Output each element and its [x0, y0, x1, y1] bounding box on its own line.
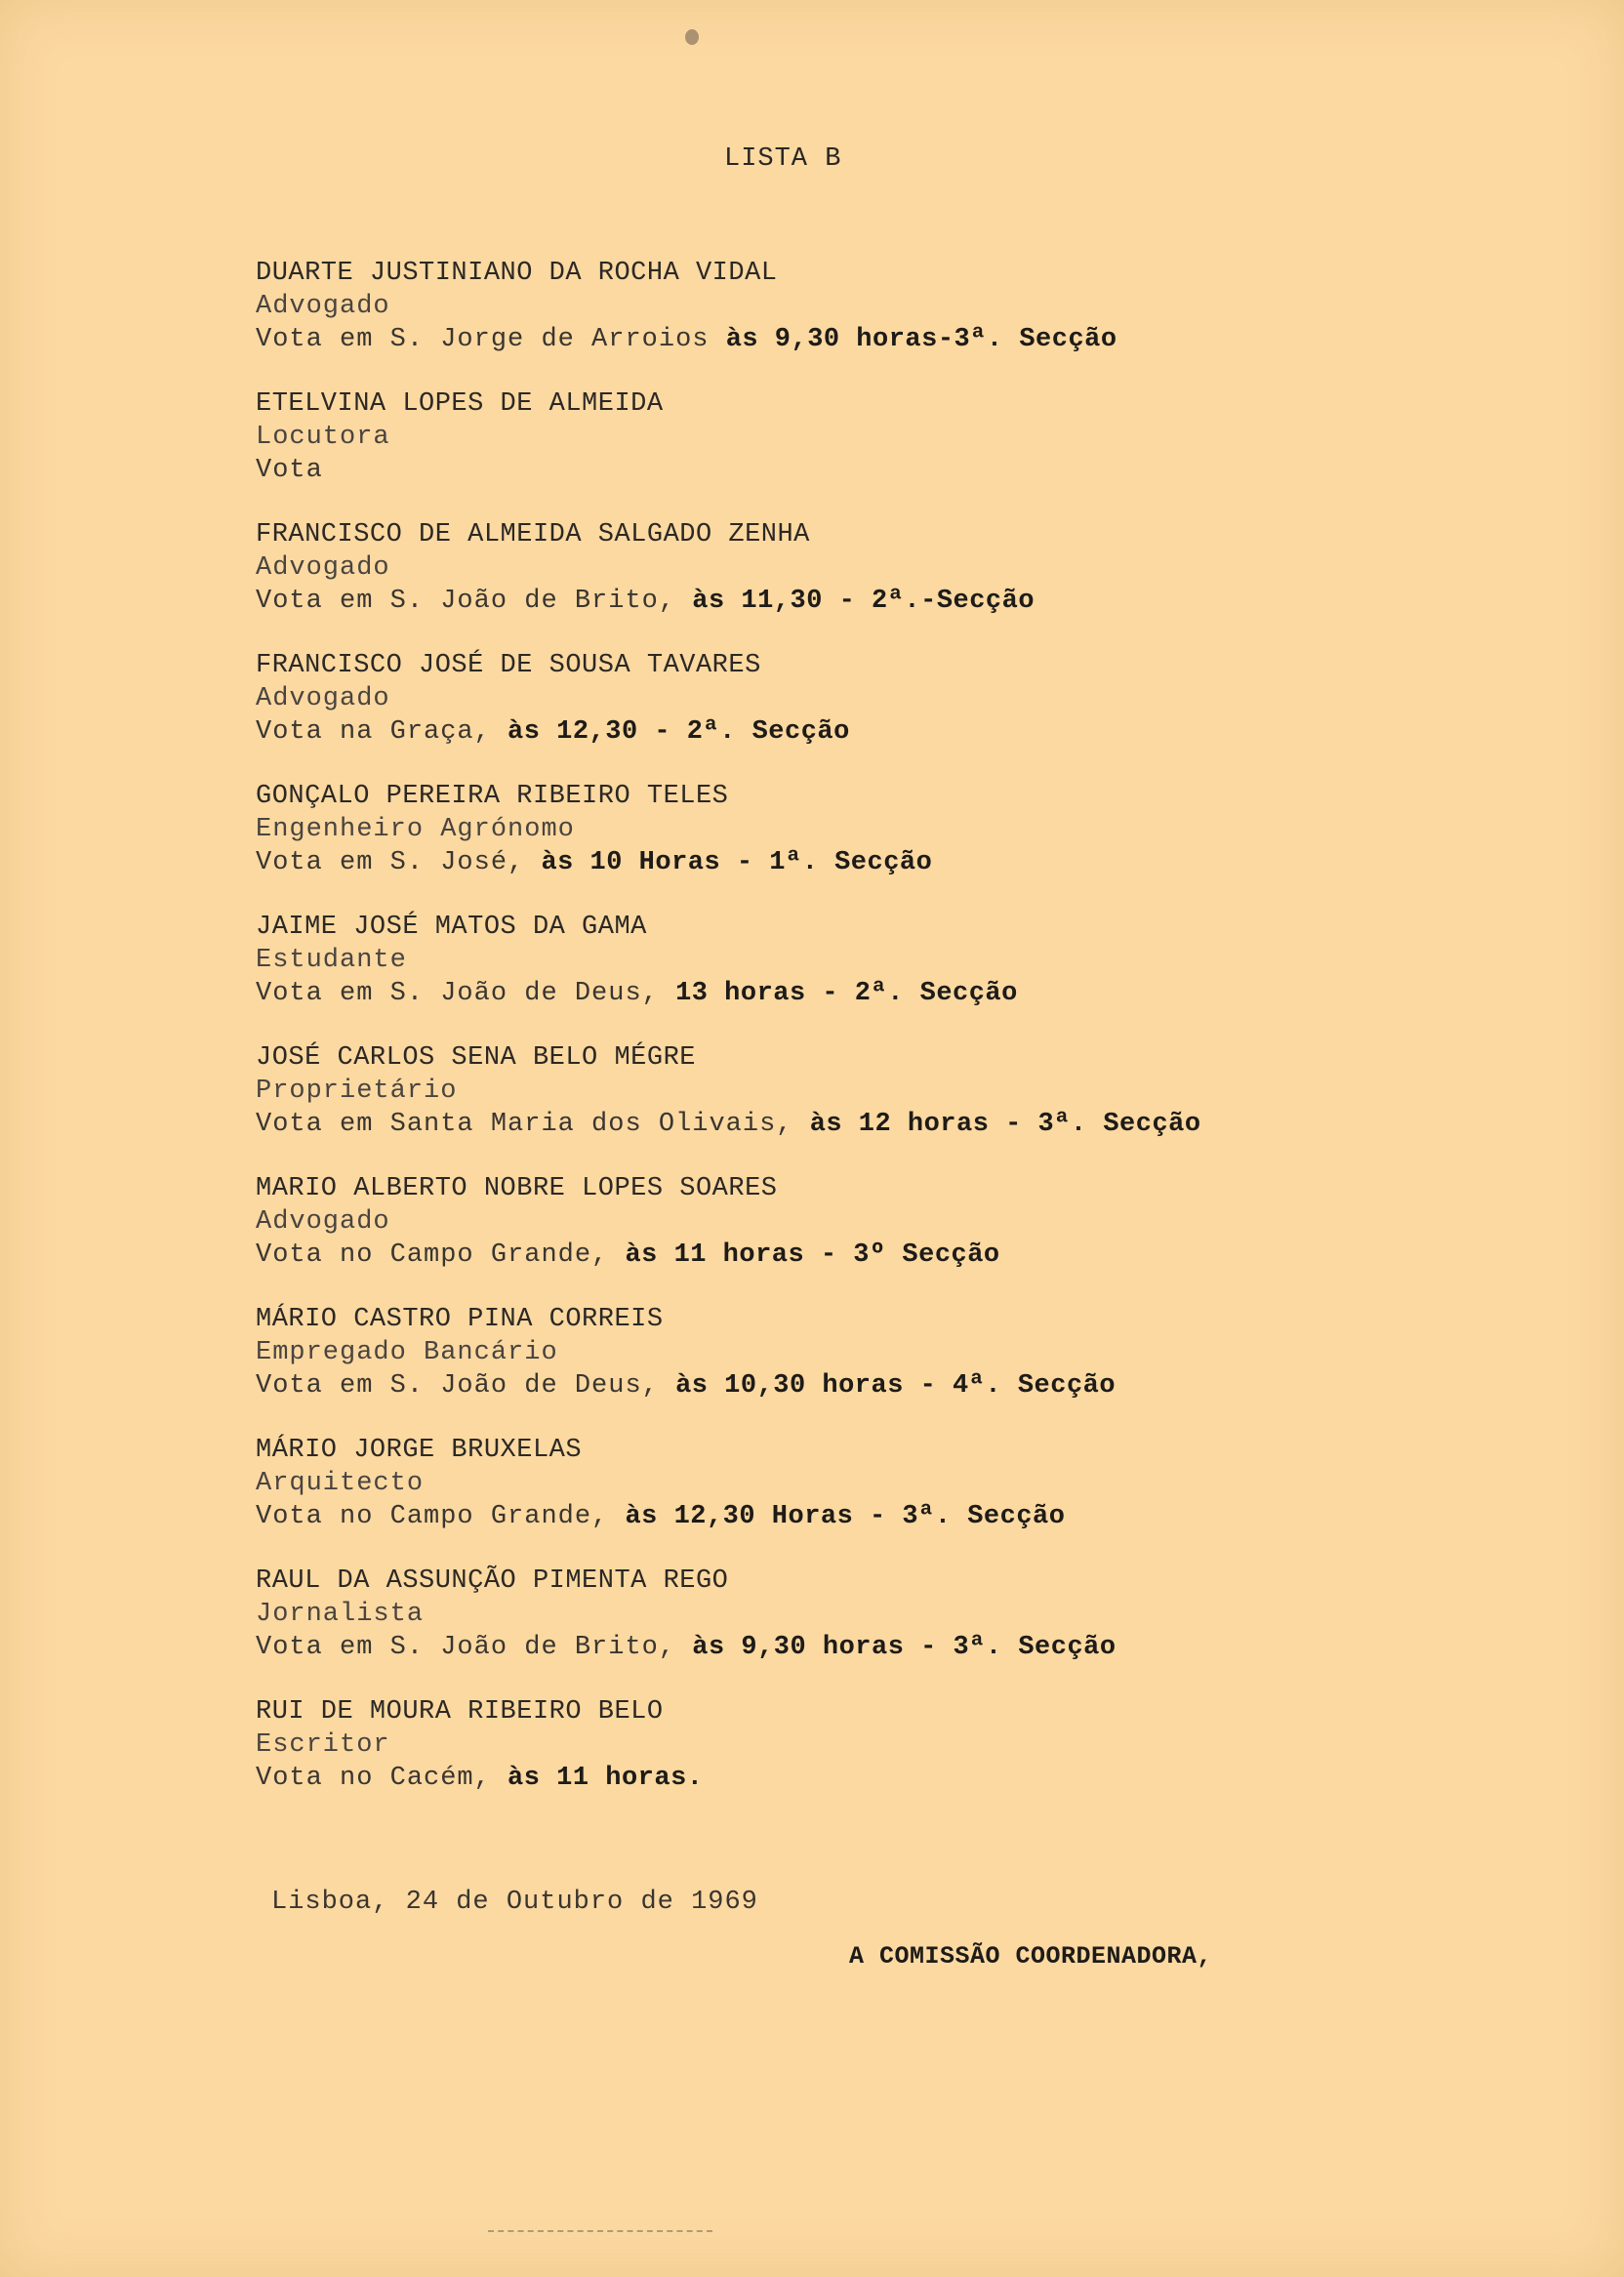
candidate-profession: Estudante	[256, 946, 407, 975]
vote-time-section: às 11 horas - 3º Secção	[625, 1240, 1000, 1270]
candidate-entry	[256, 1041, 1563, 1141]
punch-hole-mark	[685, 29, 699, 45]
candidate-entry	[256, 257, 1563, 356]
candidate-entry	[256, 1695, 1563, 1795]
candidate-entry	[256, 1172, 1563, 1272]
vote-time-section: 13 horas - 2ª. Secção	[675, 979, 1018, 1008]
candidate-vote-info	[256, 323, 1563, 356]
candidate-name: RAUL DA ASSUNÇÃO PIMENTA REGO	[256, 1566, 729, 1596]
vote-place: Vota em S. João de Deus,	[256, 979, 676, 1008]
candidate-entry	[256, 1434, 1563, 1533]
candidate-profession: Jornalista	[256, 1600, 425, 1629]
candidate-vote-info	[256, 454, 1563, 487]
candidate-list	[256, 257, 1563, 1826]
candidate-name: JOSÉ CARLOS SENA BELO MÉGRE	[256, 1043, 696, 1073]
candidate-profession: Advogado	[256, 292, 390, 321]
candidate-vote-info	[256, 715, 1563, 749]
vote-place: Vota no Campo Grande,	[256, 1240, 626, 1270]
candidate-vote-info	[256, 1500, 1563, 1533]
candidate-name: MARIO ALBERTO NOBRE LOPES SOARES	[256, 1174, 778, 1203]
bottom-dash-mark	[488, 2230, 712, 2232]
date-line: Lisboa, 24 de Outubro de 1969	[271, 1888, 758, 1917]
candidate-profession: Empregado Bancário	[256, 1338, 558, 1367]
candidate-entry	[256, 387, 1563, 487]
vote-time-section: às 10,30 horas - 4ª. Secção	[675, 1371, 1116, 1401]
vote-place: Vota na Graça,	[256, 717, 508, 747]
candidate-profession: Advogado	[256, 684, 390, 713]
vote-place: Vota em S. João de Brito,	[256, 1633, 693, 1662]
vote-time-section: às 11 horas.	[508, 1764, 704, 1793]
candidate-entry	[256, 1303, 1563, 1403]
candidate-profession: Engenheiro Agrónomo	[256, 815, 575, 844]
document-title: LISTA B	[724, 144, 842, 174]
candidate-entry	[256, 780, 1563, 879]
vote-place: Vota em S. Jorge de Arroios	[256, 325, 726, 354]
candidate-profession: Advogado	[256, 1207, 390, 1237]
candidate-profession: Locutora	[256, 423, 390, 452]
candidate-entry	[256, 518, 1563, 618]
vote-time-section: às 9,30 horas - 3ª. Secção	[692, 1633, 1116, 1662]
candidate-vote-info	[256, 1762, 1563, 1795]
candidate-profession: Advogado	[256, 553, 390, 583]
candidate-entry	[256, 911, 1563, 1010]
vote-place: Vota em S. João de Deus,	[256, 1371, 676, 1401]
vote-place: Vota no Cacém,	[256, 1764, 508, 1793]
candidate-name: MÁRIO JORGE BRUXELAS	[256, 1436, 583, 1465]
candidate-name: DUARTE JUSTINIANO DA ROCHA VIDAL	[256, 259, 778, 288]
candidate-name: RUI DE MOURA RIBEIRO BELO	[256, 1697, 664, 1727]
candidate-name: GONÇALO PEREIRA RIBEIRO TELES	[256, 782, 729, 811]
candidate-entry	[256, 649, 1563, 749]
candidate-name: ETELVINA LOPES DE ALMEIDA	[256, 389, 664, 419]
candidate-vote-info	[256, 1108, 1563, 1141]
candidate-name: JAIME JOSÉ MATOS DA GAMA	[256, 913, 647, 942]
vote-time-section: às 12,30 - 2ª. Secção	[508, 717, 850, 747]
committee-signature: A COMISSÃO COORDENADORA,	[849, 1942, 1213, 1971]
candidate-name: MÁRIO CASTRO PINA CORREIS	[256, 1305, 664, 1334]
candidate-name: FRANCISCO DE ALMEIDA SALGADO ZENHA	[256, 520, 810, 549]
candidate-vote-info	[256, 977, 1563, 1010]
candidate-profession: Proprietário	[256, 1077, 458, 1106]
candidate-vote-info	[256, 846, 1563, 879]
vote-place: Vota em S. João de Brito,	[256, 587, 693, 616]
candidate-vote-info	[256, 1631, 1563, 1664]
vote-place: Vota	[256, 456, 323, 485]
candidate-profession: Arquitecto	[256, 1469, 425, 1498]
candidate-vote-info	[256, 1239, 1563, 1272]
candidate-entry	[256, 1565, 1563, 1664]
candidate-vote-info	[256, 585, 1563, 618]
candidate-vote-info	[256, 1369, 1563, 1403]
vote-place: Vota em S. José,	[256, 848, 542, 877]
vote-time-section: às 12,30 Horas - 3ª. Secção	[625, 1502, 1066, 1531]
vote-time-section: às 10 Horas - 1ª. Secção	[541, 848, 933, 877]
candidate-profession: Escritor	[256, 1730, 390, 1760]
vote-time-section: às 12 horas - 3ª. Secção	[809, 1110, 1201, 1139]
vote-time-section: às 9,30 horas-3ª. Secção	[725, 325, 1117, 354]
vote-place: Vota no Campo Grande,	[256, 1502, 626, 1531]
vote-time-section: às 11,30 - 2ª.-Secção	[692, 587, 1035, 616]
vote-place: Vota em Santa Maria dos Olivais,	[256, 1110, 810, 1139]
candidate-name: FRANCISCO JOSÉ DE SOUSA TAVARES	[256, 651, 761, 680]
